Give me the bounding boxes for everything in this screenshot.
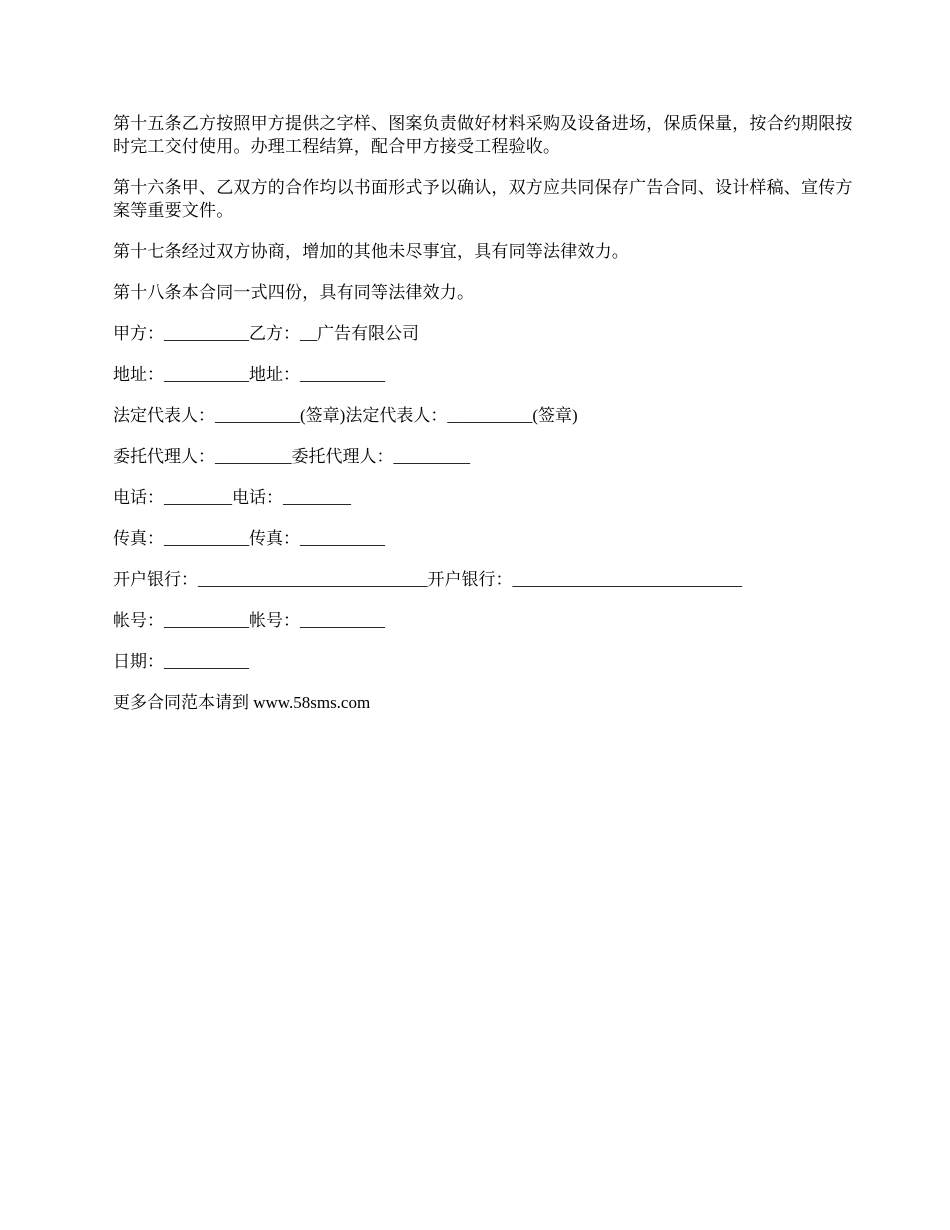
legal-rep-line: 法定代表人：__________(签章)法定代表人：__________(签章) xyxy=(113,406,578,425)
footer-link-text: 更多合同范本请到 www.58sms.com xyxy=(113,693,371,712)
agent-line: 委托代理人：_________委托代理人：_________ xyxy=(113,447,470,466)
contract-page xyxy=(113,112,853,732)
clause-17: 第十七条经过双方协商，增加的其他未尽事宜，具有同等法律效力。 xyxy=(113,242,629,261)
party-line: 甲方：__________乙方：__广告有限公司 xyxy=(113,324,419,343)
clause-16: 第十六条甲、乙双方的合作均以书面形式予以确认，双方应共同保存广告合同、设计样稿、宣传方案等重要文件。 xyxy=(113,178,853,220)
bank-line: 开户银行：___________________________开户银行：___________________________ xyxy=(113,570,742,589)
phone-line: 电话：________电话：________ xyxy=(113,488,351,507)
date-line: 日期：__________ xyxy=(113,652,249,671)
clause-15: 第十五条乙方按照甲方提供之字样、图案负责做好材料采购及设备进场，保质保量，按合约期限按时完工交付使用。办理工程结算，配合甲方接受工程验收。 xyxy=(113,114,853,156)
account-line: 帐号：__________帐号：__________ xyxy=(113,611,385,630)
clause-18: 第十八条本合同一式四份，具有同等法律效力。 xyxy=(113,283,475,302)
address-line: 地址：__________地址：__________ xyxy=(113,365,385,384)
fax-line: 传真：__________传真：__________ xyxy=(113,529,385,548)
